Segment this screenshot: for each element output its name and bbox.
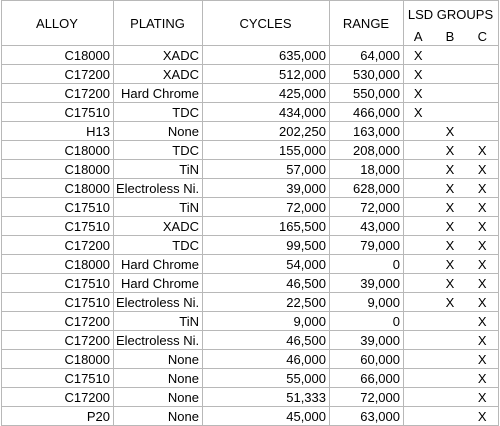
table-row <box>2 255 499 274</box>
cell-alloy: C17510 <box>2 103 114 122</box>
cell-alloy: C18000 <box>2 179 114 198</box>
cell-alloy: C18000 <box>2 141 114 160</box>
cell-cycles: 72,000 <box>203 198 330 217</box>
cell-range: 0 <box>330 312 404 331</box>
cell-group-a <box>404 293 434 312</box>
cell-plating: Hard Chrome <box>114 84 203 103</box>
cell-group-a <box>404 350 434 369</box>
header-cycles: CYCLES <box>203 1 330 46</box>
cell-alloy: C18000 <box>2 255 114 274</box>
cell-group-b: X <box>434 236 468 255</box>
cell-group-b <box>434 65 468 84</box>
header-group-a: A <box>404 28 434 46</box>
cell-plating: TiN <box>114 312 203 331</box>
cell-group-b: X <box>434 293 468 312</box>
cell-plating: None <box>114 369 203 388</box>
cell-plating: TiN <box>114 160 203 179</box>
cell-alloy: C17510 <box>2 198 114 217</box>
cell-cycles: 51,333 <box>203 388 330 407</box>
cell-group-c: X <box>468 141 499 160</box>
table-body <box>2 46 499 426</box>
cell-group-c: X <box>468 407 499 426</box>
cell-plating: Electroless Ni. <box>114 179 203 198</box>
cell-alloy: C17200 <box>2 65 114 84</box>
cell-cycles: 57,000 <box>203 160 330 179</box>
cell-cycles: 434,000 <box>203 103 330 122</box>
header-lsd-groups: LSD GROUPS <box>404 1 499 29</box>
cell-group-b <box>434 350 468 369</box>
cell-group-b: X <box>434 122 468 141</box>
cell-plating: Electroless Ni. <box>114 293 203 312</box>
cell-plating: Hard Chrome <box>114 274 203 293</box>
cell-cycles: 46,000 <box>203 350 330 369</box>
header-group-c: C <box>468 28 499 46</box>
cell-group-c <box>468 122 499 141</box>
cell-range: 66,000 <box>330 369 404 388</box>
cell-group-c <box>468 103 499 122</box>
cell-group-a <box>404 198 434 217</box>
cell-alloy: C17200 <box>2 331 114 350</box>
cell-group-a <box>404 369 434 388</box>
cell-group-b: X <box>434 141 468 160</box>
cell-plating: XADC <box>114 46 203 65</box>
cell-group-a: X <box>404 84 434 103</box>
cell-range: 39,000 <box>330 274 404 293</box>
table-row <box>2 46 499 65</box>
cell-group-c: X <box>468 217 499 236</box>
cell-cycles: 165,500 <box>203 217 330 236</box>
cell-group-a: X <box>404 65 434 84</box>
cell-group-c: X <box>468 160 499 179</box>
cell-group-c: X <box>468 312 499 331</box>
cell-group-b: X <box>434 274 468 293</box>
cell-alloy: C17200 <box>2 84 114 103</box>
table-row <box>2 407 499 426</box>
cell-alloy: C17510 <box>2 274 114 293</box>
table-row <box>2 274 499 293</box>
cell-alloy: C17200 <box>2 236 114 255</box>
cell-group-a <box>404 141 434 160</box>
cell-plating: None <box>114 407 203 426</box>
cell-group-a <box>404 122 434 141</box>
table-row <box>2 179 499 198</box>
cell-group-b <box>434 103 468 122</box>
cell-plating: None <box>114 350 203 369</box>
cell-alloy: C17510 <box>2 369 114 388</box>
cell-group-b: X <box>434 160 468 179</box>
cell-group-c <box>468 84 499 103</box>
table-row <box>2 236 499 255</box>
cell-group-a <box>404 217 434 236</box>
cell-group-c: X <box>468 255 499 274</box>
cell-group-a <box>404 236 434 255</box>
table-row <box>2 160 499 179</box>
cell-group-c: X <box>468 331 499 350</box>
cell-group-b <box>434 331 468 350</box>
cell-group-a <box>404 407 434 426</box>
table-row <box>2 141 499 160</box>
cell-cycles: 54,000 <box>203 255 330 274</box>
cell-range: 208,000 <box>330 141 404 160</box>
cell-plating: XADC <box>114 217 203 236</box>
cell-cycles: 46,500 <box>203 331 330 350</box>
cell-alloy: C17200 <box>2 312 114 331</box>
table-row <box>2 369 499 388</box>
cell-range: 43,000 <box>330 217 404 236</box>
cell-group-c: X <box>468 293 499 312</box>
cell-plating: TiN <box>114 198 203 217</box>
cell-group-a <box>404 388 434 407</box>
cell-group-a <box>404 331 434 350</box>
cell-cycles: 635,000 <box>203 46 330 65</box>
cell-range: 163,000 <box>330 122 404 141</box>
table-row <box>2 293 499 312</box>
cell-range: 63,000 <box>330 407 404 426</box>
table-row <box>2 388 499 407</box>
cell-plating: TDC <box>114 236 203 255</box>
cell-alloy: C17510 <box>2 293 114 312</box>
header-range: RANGE <box>330 1 404 46</box>
header-alloy: ALLOY <box>2 1 114 46</box>
cell-group-b <box>434 312 468 331</box>
cell-group-c: X <box>468 350 499 369</box>
table-row <box>2 65 499 84</box>
cell-cycles: 512,000 <box>203 65 330 84</box>
table-row <box>2 198 499 217</box>
cell-group-c: X <box>468 369 499 388</box>
cell-group-b <box>434 46 468 65</box>
cell-group-c: X <box>468 388 499 407</box>
cell-cycles: 46,500 <box>203 274 330 293</box>
cell-group-b <box>434 407 468 426</box>
cell-group-c: X <box>468 198 499 217</box>
cell-group-c <box>468 46 499 65</box>
cell-cycles: 45,000 <box>203 407 330 426</box>
cell-cycles: 99,500 <box>203 236 330 255</box>
cell-alloy: H13 <box>2 122 114 141</box>
cell-range: 39,000 <box>330 331 404 350</box>
lsd-groups-table <box>1 0 499 426</box>
cell-range: 628,000 <box>330 179 404 198</box>
cell-plating: None <box>114 388 203 407</box>
cell-group-c <box>468 65 499 84</box>
cell-group-a <box>404 274 434 293</box>
cell-plating: TDC <box>114 141 203 160</box>
cell-plating: TDC <box>114 103 203 122</box>
cell-plating: Electroless Ni. <box>114 331 203 350</box>
cell-range: 550,000 <box>330 84 404 103</box>
cell-group-b: X <box>434 255 468 274</box>
cell-group-a <box>404 255 434 274</box>
cell-range: 530,000 <box>330 65 404 84</box>
cell-cycles: 22,500 <box>203 293 330 312</box>
cell-alloy: C17200 <box>2 388 114 407</box>
cell-range: 18,000 <box>330 160 404 179</box>
header-plating: PLATING <box>114 1 203 46</box>
cell-range: 0 <box>330 255 404 274</box>
cell-group-a <box>404 179 434 198</box>
cell-range: 60,000 <box>330 350 404 369</box>
cell-group-c: X <box>468 274 499 293</box>
table-row <box>2 84 499 103</box>
cell-group-b <box>434 388 468 407</box>
header-group-b: B <box>434 28 468 46</box>
cell-group-b <box>434 369 468 388</box>
cell-cycles: 55,000 <box>203 369 330 388</box>
table-row <box>2 312 499 331</box>
cell-group-b <box>434 84 468 103</box>
cell-range: 72,000 <box>330 388 404 407</box>
cell-range: 64,000 <box>330 46 404 65</box>
cell-group-a <box>404 312 434 331</box>
cell-group-a: X <box>404 103 434 122</box>
cell-alloy: C18000 <box>2 160 114 179</box>
cell-group-b: X <box>434 198 468 217</box>
cell-alloy: C18000 <box>2 46 114 65</box>
cell-plating: Hard Chrome <box>114 255 203 274</box>
cell-cycles: 202,250 <box>203 122 330 141</box>
cell-cycles: 155,000 <box>203 141 330 160</box>
cell-group-a: X <box>404 46 434 65</box>
cell-alloy: C17510 <box>2 217 114 236</box>
cell-range: 9,000 <box>330 293 404 312</box>
table-row <box>2 350 499 369</box>
cell-plating: None <box>114 122 203 141</box>
cell-group-a <box>404 160 434 179</box>
table-row <box>2 217 499 236</box>
cell-range: 79,000 <box>330 236 404 255</box>
cell-plating: XADC <box>114 65 203 84</box>
cell-range: 72,000 <box>330 198 404 217</box>
cell-alloy: C18000 <box>2 350 114 369</box>
table-row <box>2 122 499 141</box>
cell-group-c: X <box>468 179 499 198</box>
table-row <box>2 331 499 350</box>
cell-cycles: 9,000 <box>203 312 330 331</box>
cell-group-b: X <box>434 217 468 236</box>
table-row <box>2 103 499 122</box>
cell-cycles: 39,000 <box>203 179 330 198</box>
cell-alloy: P20 <box>2 407 114 426</box>
cell-cycles: 425,000 <box>203 84 330 103</box>
cell-range: 466,000 <box>330 103 404 122</box>
cell-group-b: X <box>434 179 468 198</box>
cell-group-c: X <box>468 236 499 255</box>
